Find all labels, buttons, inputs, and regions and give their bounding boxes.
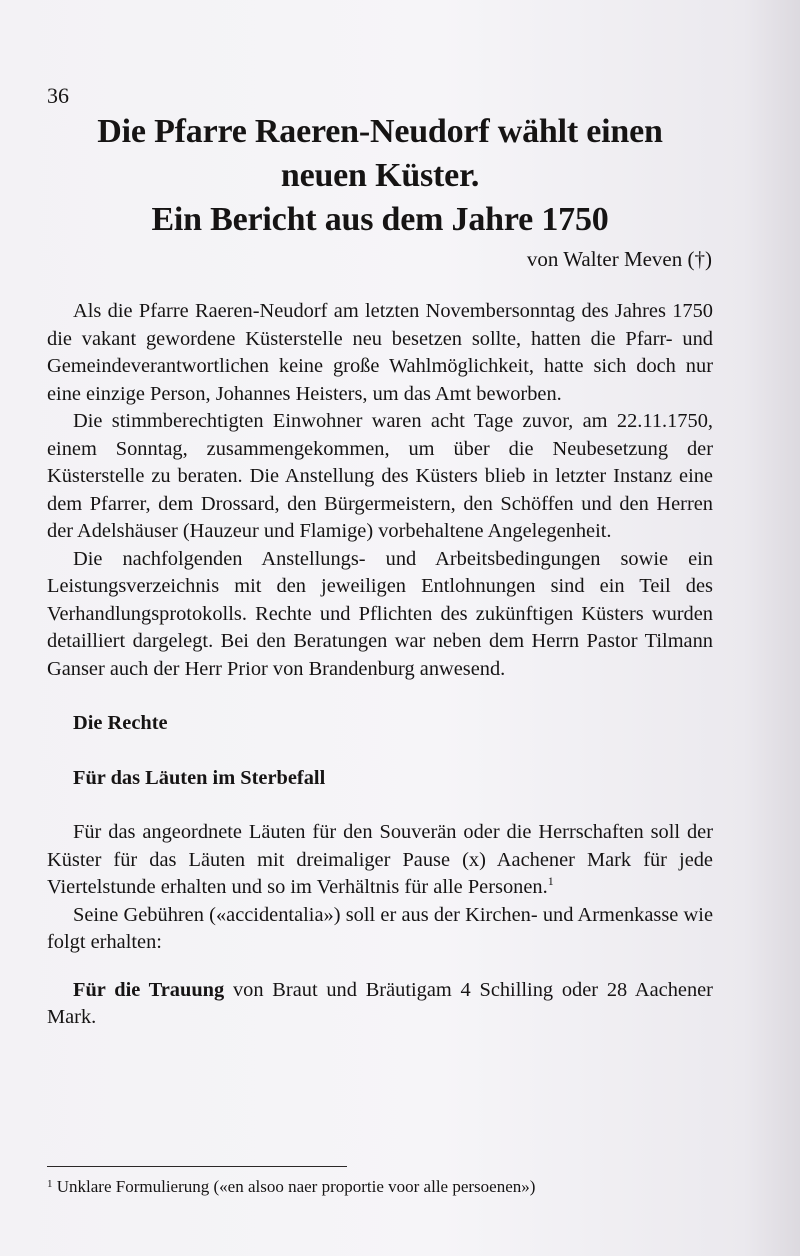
paragraph-4 [47, 819, 713, 902]
heading-bells: Für das Läuten im Sterbefall [73, 766, 326, 789]
footnote-text: Unklare Formulierung («en alsoo naer proportie voor alle persoenen») [52, 1177, 536, 1196]
title-line-1: Die Pfarre Raeren-Neudorf wählt einen [97, 113, 663, 150]
page-number: 36 [47, 83, 69, 108]
title-line-2: neuen Küster. [280, 157, 480, 194]
article-body [47, 298, 713, 1032]
paragraph-3: Die nachfolgenden Anstellungs- und Arbeitsbedingungen sowie ein Leistungsverzeichnis mit den jeweiligen Entlohnungen sind ein Teil des Verhandlungsprotokolls. Rechte und Pflichten des zukünftigen Küsters wurden detailliert dargelegt. Bei den Beratungen war neben dem Herrn Pastor Tilmann Ganser auch der Herr Prior von Brandenburg anwesend. [47, 547, 713, 680]
paragraph-2: Die stimmberechtigten Einwohner waren acht Tage zuvor, am 22.11.1750, einem Sonntag, zusammengekommen, um über die Neubesetzung der Küsterstelle zu beraten. Die Anstellung des Küsters blieb in letzter Instanz eine dem Pfarrer, dem Drossard, den Bürgermeistern, den Schöffen und den Herren der Adelshäuser (Hauzeur und Flamige) vorbehaltene Angelegenheit. [47, 410, 713, 542]
title-line-3: Ein Bericht aus dem Jahre 1750 [151, 201, 609, 238]
paragraph-1: Als die Pfarre Raeren-Neudorf am letzten Novembersonntag des Jahres 1750 die vakant gewordene Küsterstelle neu besetzen sollte, hatten die Pfarr- und Gemeindeverantwortlichen keine große Wahlmöglichkeit, hatte sich doch nur eine einzige Person, Johannes Heisters, um das Amt beworben. [47, 300, 713, 405]
paragraph-5: Seine Gebühren («accidentalia») soll er aus der Kirchen- und Armenkasse wie folgt erhalten: [47, 903, 713, 953]
author-byline: von Walter Meven (†) [526, 247, 712, 271]
paragraph-6-bold-lead: Für die Trauung [73, 978, 225, 1001]
footnote-reference: 1 [547, 874, 554, 888]
footnote-divider [47, 1166, 347, 1167]
paragraph-6-text: von Braut und Bräutigam 4 Schilling oder 28 Aachener Mark. [47, 978, 713, 1028]
footnote [47, 1176, 535, 1198]
heading-rights: Die Rechte [73, 712, 168, 734]
article-title [40, 110, 720, 242]
paragraph-6 [47, 977, 713, 1032]
footnote-number: 1 [47, 1178, 53, 1190]
paragraph-4-text: Für das angeordnete Läuten für den Souverän oder die Herrschaften soll der Küster für das Läuten mit dreimaliger Pause (x) Aachener Mark für jede Viertelstunde erhalten und so im Verhältnis für alle Personen. [47, 821, 713, 898]
